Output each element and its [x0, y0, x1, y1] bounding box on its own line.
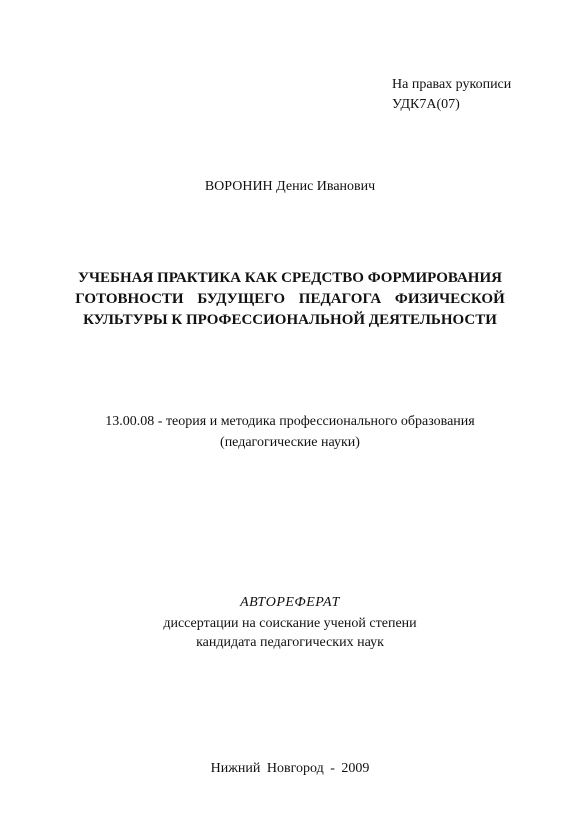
- abstract-line-2: кандидата педагогических наук: [196, 635, 384, 650]
- author-name: ВОРОНИН Денис Иванович: [204, 179, 376, 194]
- abstract-block: [0, 593, 580, 652]
- manuscript-note-block: [392, 75, 552, 115]
- author-block: [0, 177, 580, 197]
- specialty-block: [0, 411, 580, 453]
- title-line-3: КУЛЬТУРЫ К ПРОФЕССИОНАЛЬНОЙ ДЕЯТЕЛЬНОСТИ: [83, 312, 497, 328]
- place-year: Нижний Новгород - 2009: [210, 761, 370, 776]
- udc-code: УДК7А(07): [392, 97, 460, 112]
- abstract-label: АВТОРЕФЕРАТ: [240, 595, 340, 610]
- title-line-2: ГОТОВНОСТИ БУДУЩЕГО ПЕДАГОГА ФИЗИЧЕСКОЙ: [75, 291, 505, 307]
- specialty-code: 13.00.08 - теория и методика профессионального образования: [105, 414, 475, 429]
- manuscript-note: На правах рукописи: [392, 77, 512, 92]
- specialty-field: (педагогические науки): [220, 435, 360, 450]
- abstract-line-1: диссертации на соискание ученой степени: [163, 616, 417, 631]
- title-line-1: УЧЕБНАЯ ПРАКТИКА КАК СРЕДСТВО ФОРМИРОВАНИЯ: [78, 270, 502, 286]
- place-year-block: [0, 759, 580, 779]
- thesis-title: [0, 268, 580, 331]
